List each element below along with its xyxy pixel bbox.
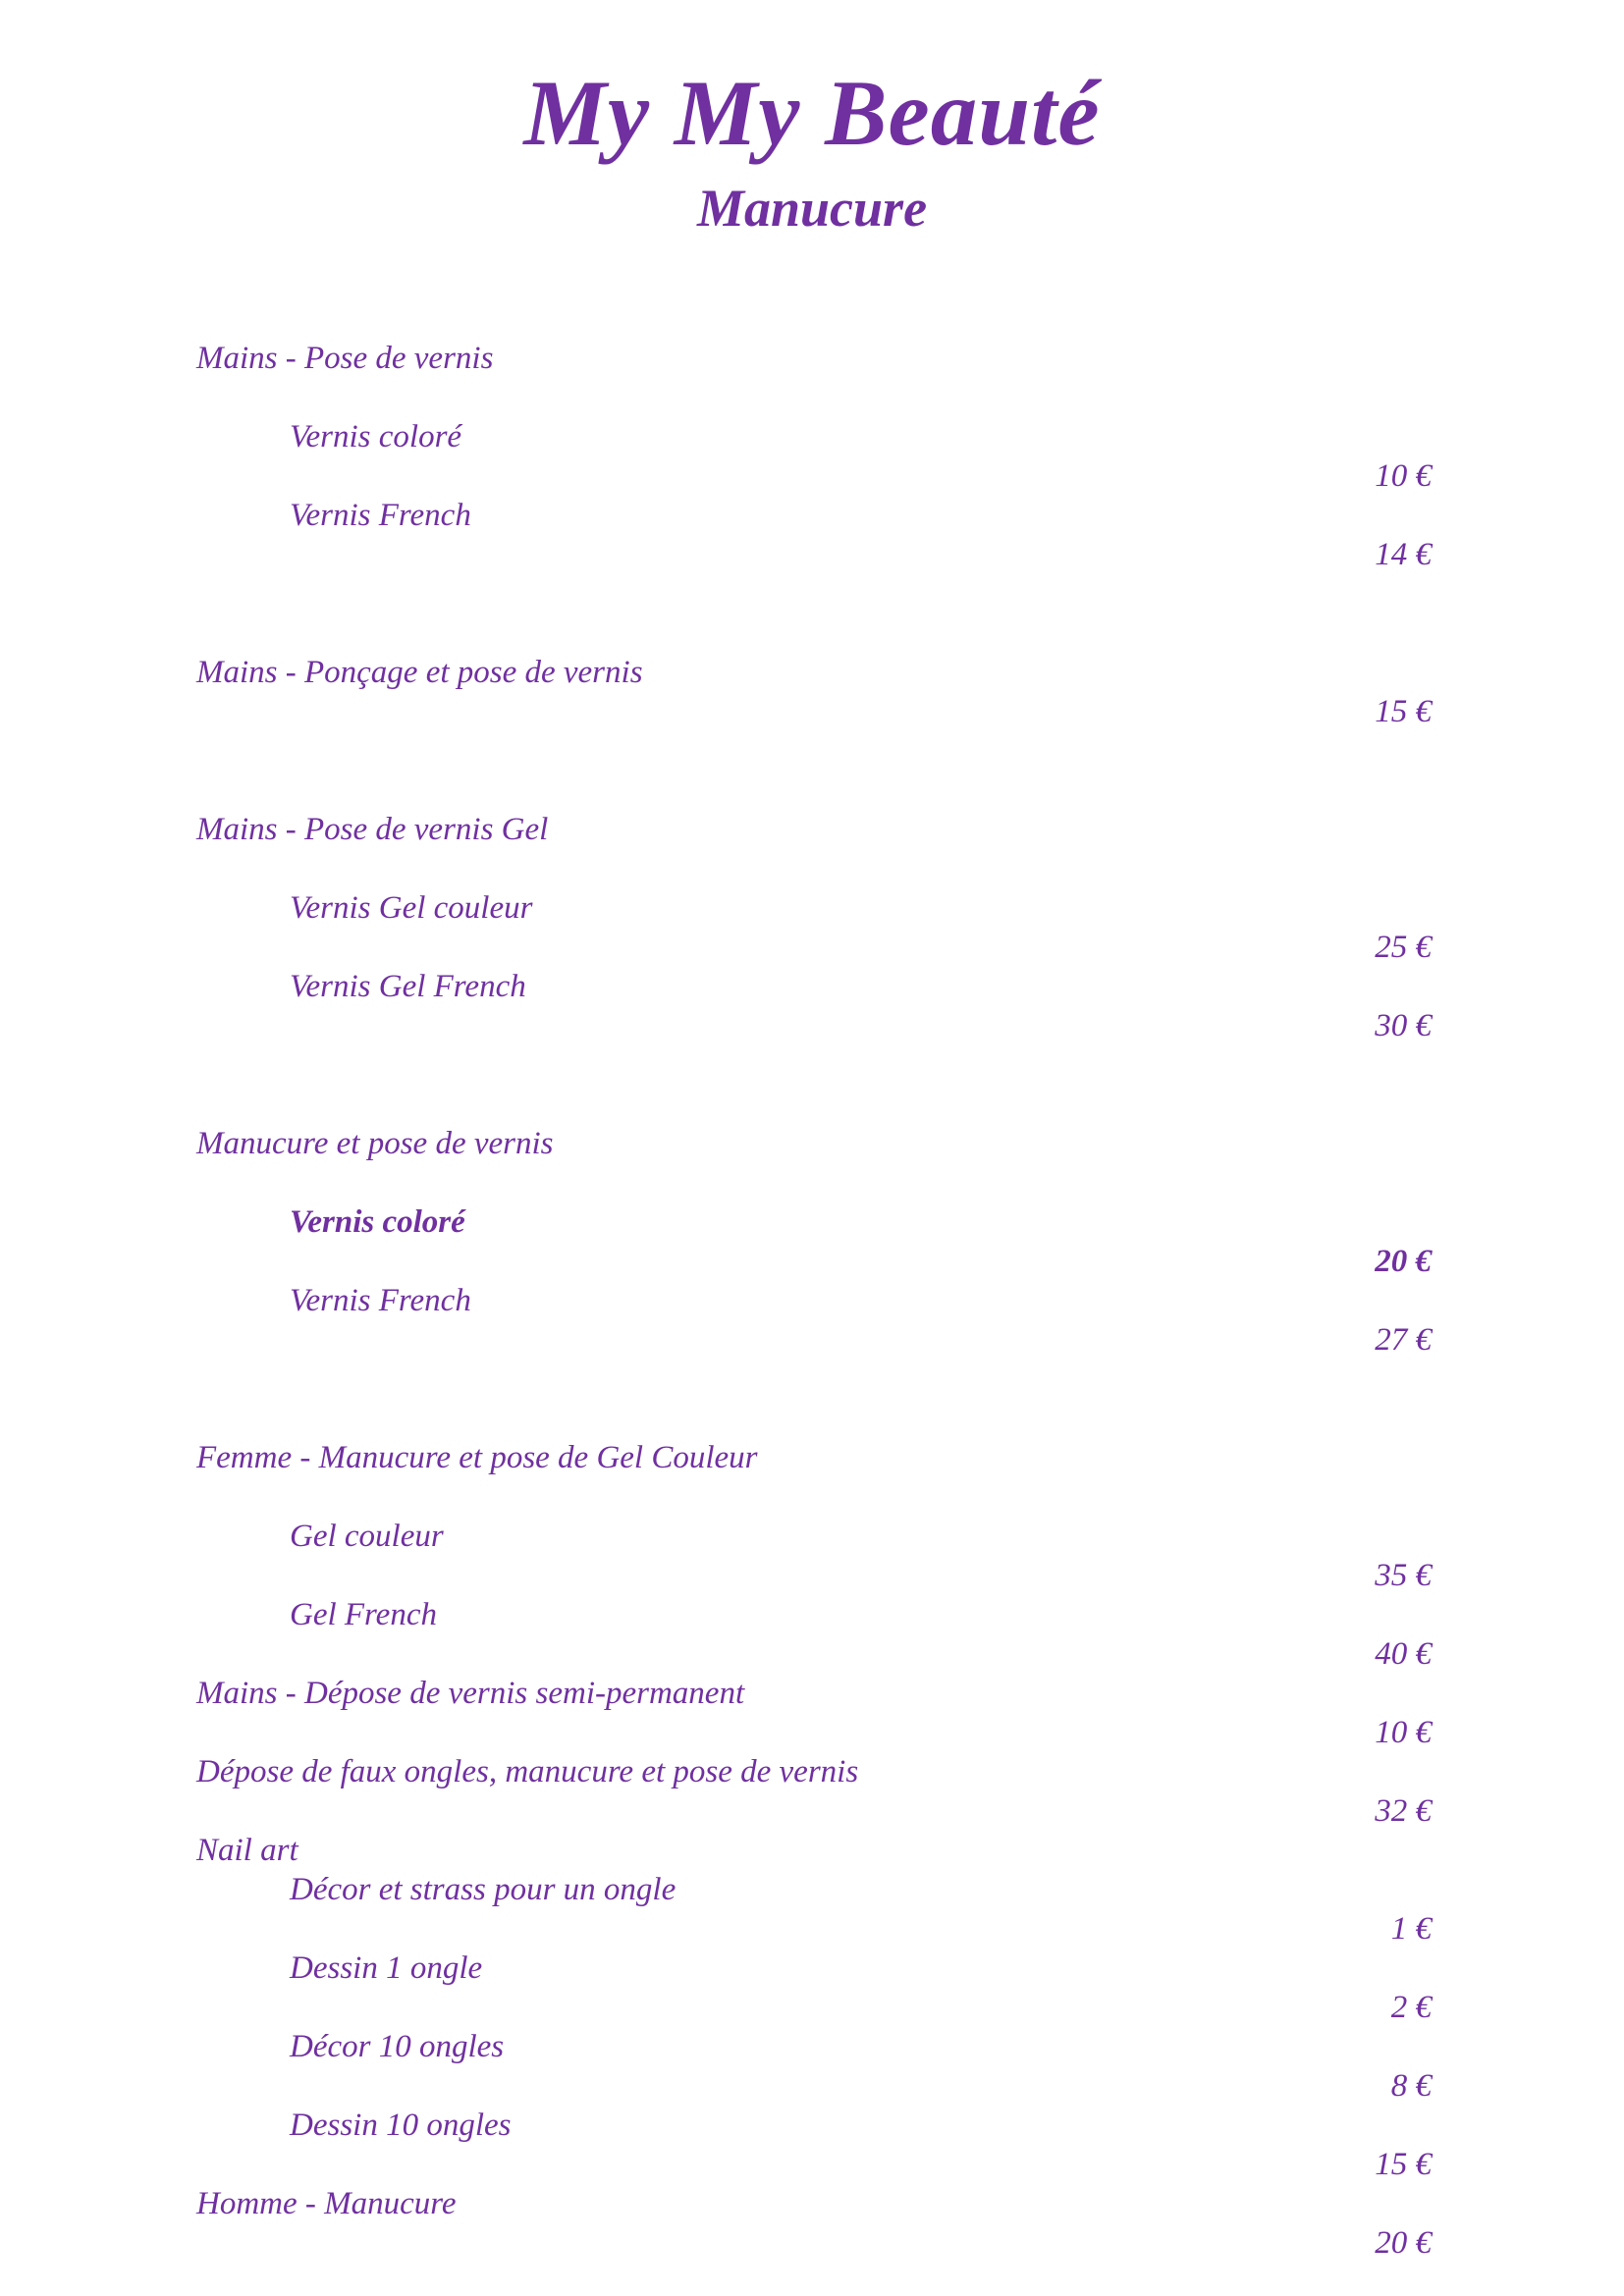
menu-row: [0, 339, 1624, 378]
menu-row: [0, 1281, 1624, 1360]
item-label: Dépose de faux ongles, manucure et pose de vernis: [196, 1754, 859, 1789]
menu-row: [0, 2184, 1624, 2263]
item-label: Décor 10 ongles: [290, 2029, 505, 2064]
menu-row: [0, 2027, 1624, 2106]
item-label: Nail art: [196, 1833, 298, 1868]
item-price: 32 €: [1375, 1793, 1432, 1829]
menu-row: [0, 1949, 1624, 2027]
menu-row: [0, 1831, 1624, 1870]
menu-row: [0, 1752, 1624, 1831]
page-subtitle: Manucure: [696, 179, 928, 238]
item-price: 2 €: [1390, 1990, 1432, 2025]
menu-row: [0, 2106, 1624, 2184]
item-price: 25 €: [1375, 930, 1432, 965]
item-label: Homme - Manucure: [196, 2186, 457, 2221]
item-label: Vernis Gel French: [290, 969, 526, 1004]
item-price: 15 €: [1375, 694, 1432, 729]
item-label: Mains - Pose de vernis Gel: [196, 812, 549, 847]
item-label: Gel French: [290, 1597, 437, 1632]
item-label: Décor et strass pour un ongle: [290, 1872, 677, 1907]
item-price: 20 €: [1375, 2225, 1432, 2261]
item-price: 10 €: [1375, 458, 1432, 494]
item-label: Vernis Gel couleur: [290, 890, 533, 926]
menu-row: [0, 1870, 1624, 1949]
menu-row: [0, 1124, 1624, 1163]
menu-row: [0, 496, 1624, 574]
item-price: 35 €: [1375, 1558, 1432, 1593]
item-label: Vernis French: [290, 1283, 471, 1318]
menu-row: [0, 1438, 1624, 1477]
menu-row: [0, 1674, 1624, 1752]
menu-row: [0, 417, 1624, 496]
item-price: 1 €: [1390, 1911, 1432, 1947]
menu-row: [0, 1595, 1624, 1674]
item-label: Dessin 1 ongle: [290, 1950, 483, 1986]
item-price: 10 €: [1375, 1715, 1432, 1750]
item-label: Mains - Dépose de vernis semi-permanent: [196, 1676, 745, 1711]
item-label: Mains - Ponçage et pose de vernis: [196, 655, 643, 690]
item-label: Manucure et pose de vernis: [196, 1126, 554, 1161]
item-label: Vernis coloré: [290, 419, 462, 454]
page-title: My My Beauté: [523, 61, 1101, 165]
item-label: Mains - Pose de vernis: [196, 341, 494, 376]
item-price: 27 €: [1375, 1322, 1432, 1358]
menu-row: [0, 1202, 1624, 1281]
item-price: 14 €: [1375, 537, 1432, 572]
item-label: Dessin 10 ongles: [290, 2108, 512, 2143]
menu-row: [0, 888, 1624, 967]
item-price: 40 €: [1375, 1636, 1432, 1672]
menu-row: [0, 810, 1624, 849]
menu-row: [0, 1517, 1624, 1595]
menu-row: [0, 653, 1624, 731]
menu-list: [0, 339, 1624, 2263]
item-price: 15 €: [1375, 2147, 1432, 2182]
item-label: Femme - Manucure et pose de Gel Couleur: [196, 1440, 758, 1475]
item-price: 30 €: [1375, 1008, 1432, 1043]
item-price: 8 €: [1390, 2068, 1432, 2104]
item-price: 20 €: [1375, 1244, 1432, 1279]
item-label: Vernis French: [290, 498, 471, 533]
item-label: Vernis coloré: [290, 1204, 465, 1240]
menu-row: [0, 967, 1624, 1045]
item-label: Gel couleur: [290, 1519, 444, 1554]
